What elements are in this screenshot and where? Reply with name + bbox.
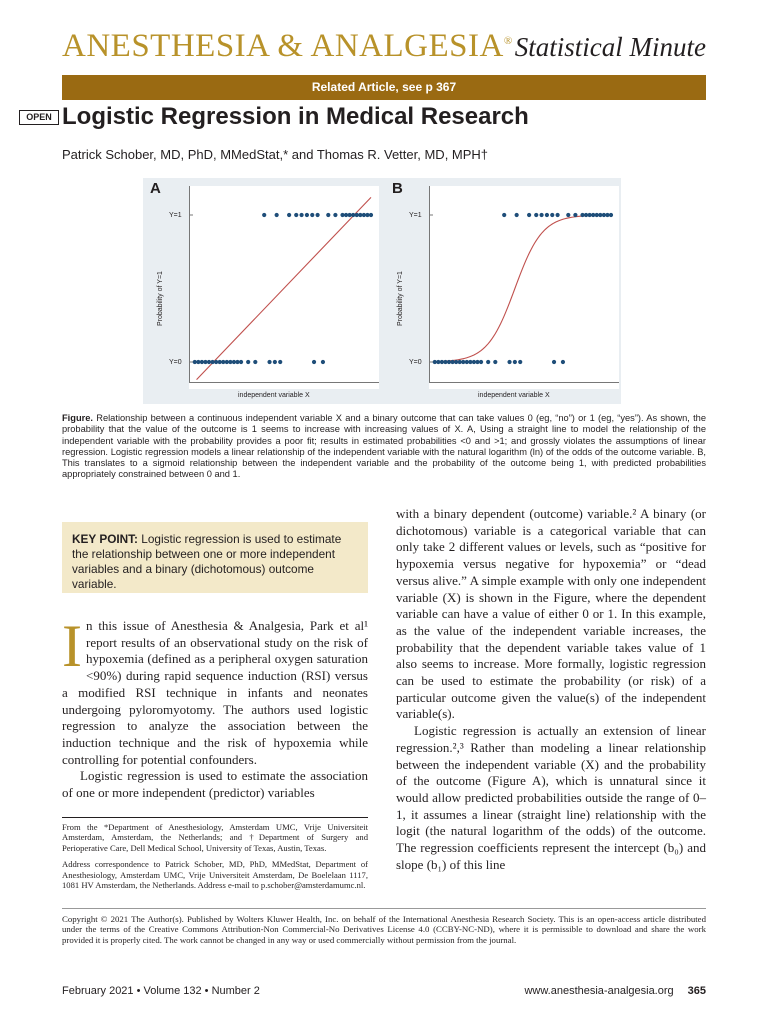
drop-cap: I (62, 613, 82, 679)
series-title: Statistical Minute (514, 32, 706, 62)
data-point-y1 (515, 213, 519, 217)
data-point-y0 (273, 360, 277, 364)
data-point-y0 (246, 360, 250, 364)
right-paragraph-1: with a binary dependent (outcome) variable.² A binary (or dichotomous) variable is a categorical variable that can only take 2 different values or levels, such as “positive for hypoxemia versus negative for hypoxemia” or “dead versus alive.” A simple example with only one independent variable (X) is shown in the Figure, where the dependent variable can have a value of either 0 or 1. In this example, as the value of the independent variable increases, the probability that the dependent variable takes value of 1 also seems to increase. More formally, logistic regression can be used to estimate the probability (or risk) of a particular outcome given the value(s) of the independent variable(s). (396, 506, 706, 722)
panel-a-x-axis-label: independent variable X (238, 392, 310, 399)
journal-name (62, 28, 513, 65)
caption-label: Figure. (62, 413, 93, 423)
data-point-y0 (267, 360, 271, 364)
data-point-y0 (239, 360, 243, 364)
affiliation-divider (62, 817, 368, 818)
open-access-badge: OPEN (19, 110, 59, 125)
related-article-link[interactable]: Related Article, see p 367 (62, 75, 706, 100)
panel-b-y-axis-label: Probability of Y=1 (397, 271, 404, 326)
article-title: Logistic Regression in Medical Research (62, 103, 529, 130)
panel-b-label: B (392, 180, 403, 197)
data-point-y1 (609, 213, 613, 217)
data-point-y1 (534, 213, 538, 217)
affiliations (62, 822, 368, 890)
data-point-y1 (305, 213, 309, 217)
journal-url[interactable]: www.anesthesia-analgesia.org (524, 985, 674, 997)
right-paragraph-2: Logistic regression is actually an extension of linear regression.²,³ Rather than modeling a linear relationship between the independent variable (X) and the probability of the outcome (Figure A), which is unnatural since it would allow predicted probabilities outside the range of 0–1, it assumes a linear (straight line) relationship with the logit (the natural logarithm of the odds) of the outcome. The regression coefficients represent the intercept (b₀) and slope (b₁) of this line (396, 723, 706, 872)
data-point-y1 (316, 213, 320, 217)
data-point-y0 (507, 360, 511, 364)
correspondence-address: Address correspondence to Patrick Schober, MD, PhD, MMedStat, Department of Anesthesiology, Amsterdam UMC, Vrije Universiteit Amsterdam, De Boelelaan 1117, 1081 HV Amsterdam, the Netherlands. Address e-mail to p.schober@amsterdamumc.nl. (62, 859, 368, 891)
key-point-text: Logistic regression is used to estimate the relationship between one or more independent variables and a binary (dichotomous) outcome variable. (72, 532, 342, 591)
data-point-y0 (561, 360, 565, 364)
data-point-y1 (539, 213, 543, 217)
left-paragraph-1: n this issue of Anesthesia & Analgesia, Park et al¹ report results of an observational study on the risk of hypoxemia (defined as a peripheral oxygen saturation <90%) during rapid sequence induction (RSI) versus a modified RSI technique in infants and neonates undergoing pyloromyotomy. The authors used logistic regression to analyze the association between the induction technique and the risk of hypoxemia while controlling for potential confounders. (62, 618, 368, 767)
data-point-y1 (333, 213, 337, 217)
data-point-y0 (479, 360, 483, 364)
copyright-divider (62, 908, 706, 909)
data-point-y0 (552, 360, 556, 364)
data-point-y0 (513, 360, 517, 364)
data-point-y1 (262, 213, 266, 217)
data-point-y1 (369, 213, 373, 217)
data-point-y1 (287, 213, 291, 217)
article-authors: Patrick Schober, MD, PhD, MMedStat,* and Thomas R. Vetter, MD, MPH† (62, 147, 489, 162)
journal-title: ANESTHESIA & ANALGESIA (62, 28, 504, 64)
panel-b-ytick-bottom: Y=0 (409, 359, 422, 366)
key-point-box (62, 522, 368, 593)
figure-caption (62, 413, 706, 481)
data-point-y0 (486, 360, 490, 364)
caption-text: Relationship between a continuous independent variable X and a binary outcome that can take values 0 (eg, “no”) or 1 (eg, “yes”). As shown, the probability that the value of the outcome is 1 seems to increase with increasing values of X. A, Using a straight line to model the relationship of the independent variable with the probability provides a poor fit; results in estimated probabilities <0 and >1; and grossly violates the assumptions of linear regression. Logistic regression models a linear relationship of the independent variable with the natural logarithm (ln) of the odds of the outcome variable. B, This translates to a sigmoid relationship between the independent variable and the probability of the outcome being 1, with predicted probabilities appropriately constrained between 0 and 1. (62, 413, 706, 480)
panel-a-plot (189, 186, 379, 389)
figure (143, 178, 621, 404)
data-point-y1 (294, 213, 298, 217)
left-paragraph-2: Logistic regression is used to estimate the association of one or more independent (predictor) variables (62, 768, 368, 801)
data-point-y0 (253, 360, 257, 364)
issue-info: February 2021 • Volume 132 • Number 2 (62, 985, 260, 997)
data-point-y1 (275, 213, 279, 217)
page-number: 365 (687, 985, 706, 997)
data-point-y0 (321, 360, 325, 364)
affiliation-from: From the *Department of Anesthesiology, Amsterdam UMC, Vrije Universiteit Amsterdam, Amsterdam, the Netherlands; and †Department of Surgery and Perioperative Care, Dell Medical School, University of Texas, Austin, Texas. (62, 822, 368, 853)
data-point-y1 (527, 213, 531, 217)
panel-b-plot (429, 186, 619, 389)
data-point-y1 (573, 213, 577, 217)
data-point-y1 (502, 213, 506, 217)
panel-a-y-axis-label: Probability of Y=1 (157, 271, 164, 326)
panel-a-ytick-top: Y=1 (169, 212, 182, 219)
data-point-y1 (550, 213, 554, 217)
data-point-y0 (278, 360, 282, 364)
registered-mark: ® (503, 35, 513, 47)
footer-right (524, 985, 706, 997)
right-column (396, 506, 706, 873)
copyright-notice: Copyright © 2021 The Author(s). Published by Wolters Kluwer Health, Inc. on behalf of the International Anesthesia Research Society. This is an open-access article distributed under the terms of the Creative Commons Attribution-Non Commercial-No Derivatives License 4.0 (CCBY-NC-ND), where it is permissible to download and share the work provided it is properly cited. The work cannot be changed in any way or used commercially without permission from the journal. (62, 914, 706, 945)
panel-b-ytick-top: Y=1 (409, 212, 422, 219)
data-point-y0 (312, 360, 316, 364)
data-point-y1 (556, 213, 560, 217)
panel-a-ytick-bottom: Y=0 (169, 359, 182, 366)
data-point-y1 (326, 213, 330, 217)
key-point-label: KEY POINT: (72, 532, 138, 546)
data-point-y1 (566, 213, 570, 217)
data-point-y1 (310, 213, 314, 217)
data-point-y0 (518, 360, 522, 364)
data-point-y1 (299, 213, 303, 217)
panel-b-x-axis-label: independent variable X (478, 392, 550, 399)
data-point-y1 (545, 213, 549, 217)
panel-a-label: A (150, 180, 161, 197)
left-column (62, 613, 368, 802)
data-point-y0 (493, 360, 497, 364)
